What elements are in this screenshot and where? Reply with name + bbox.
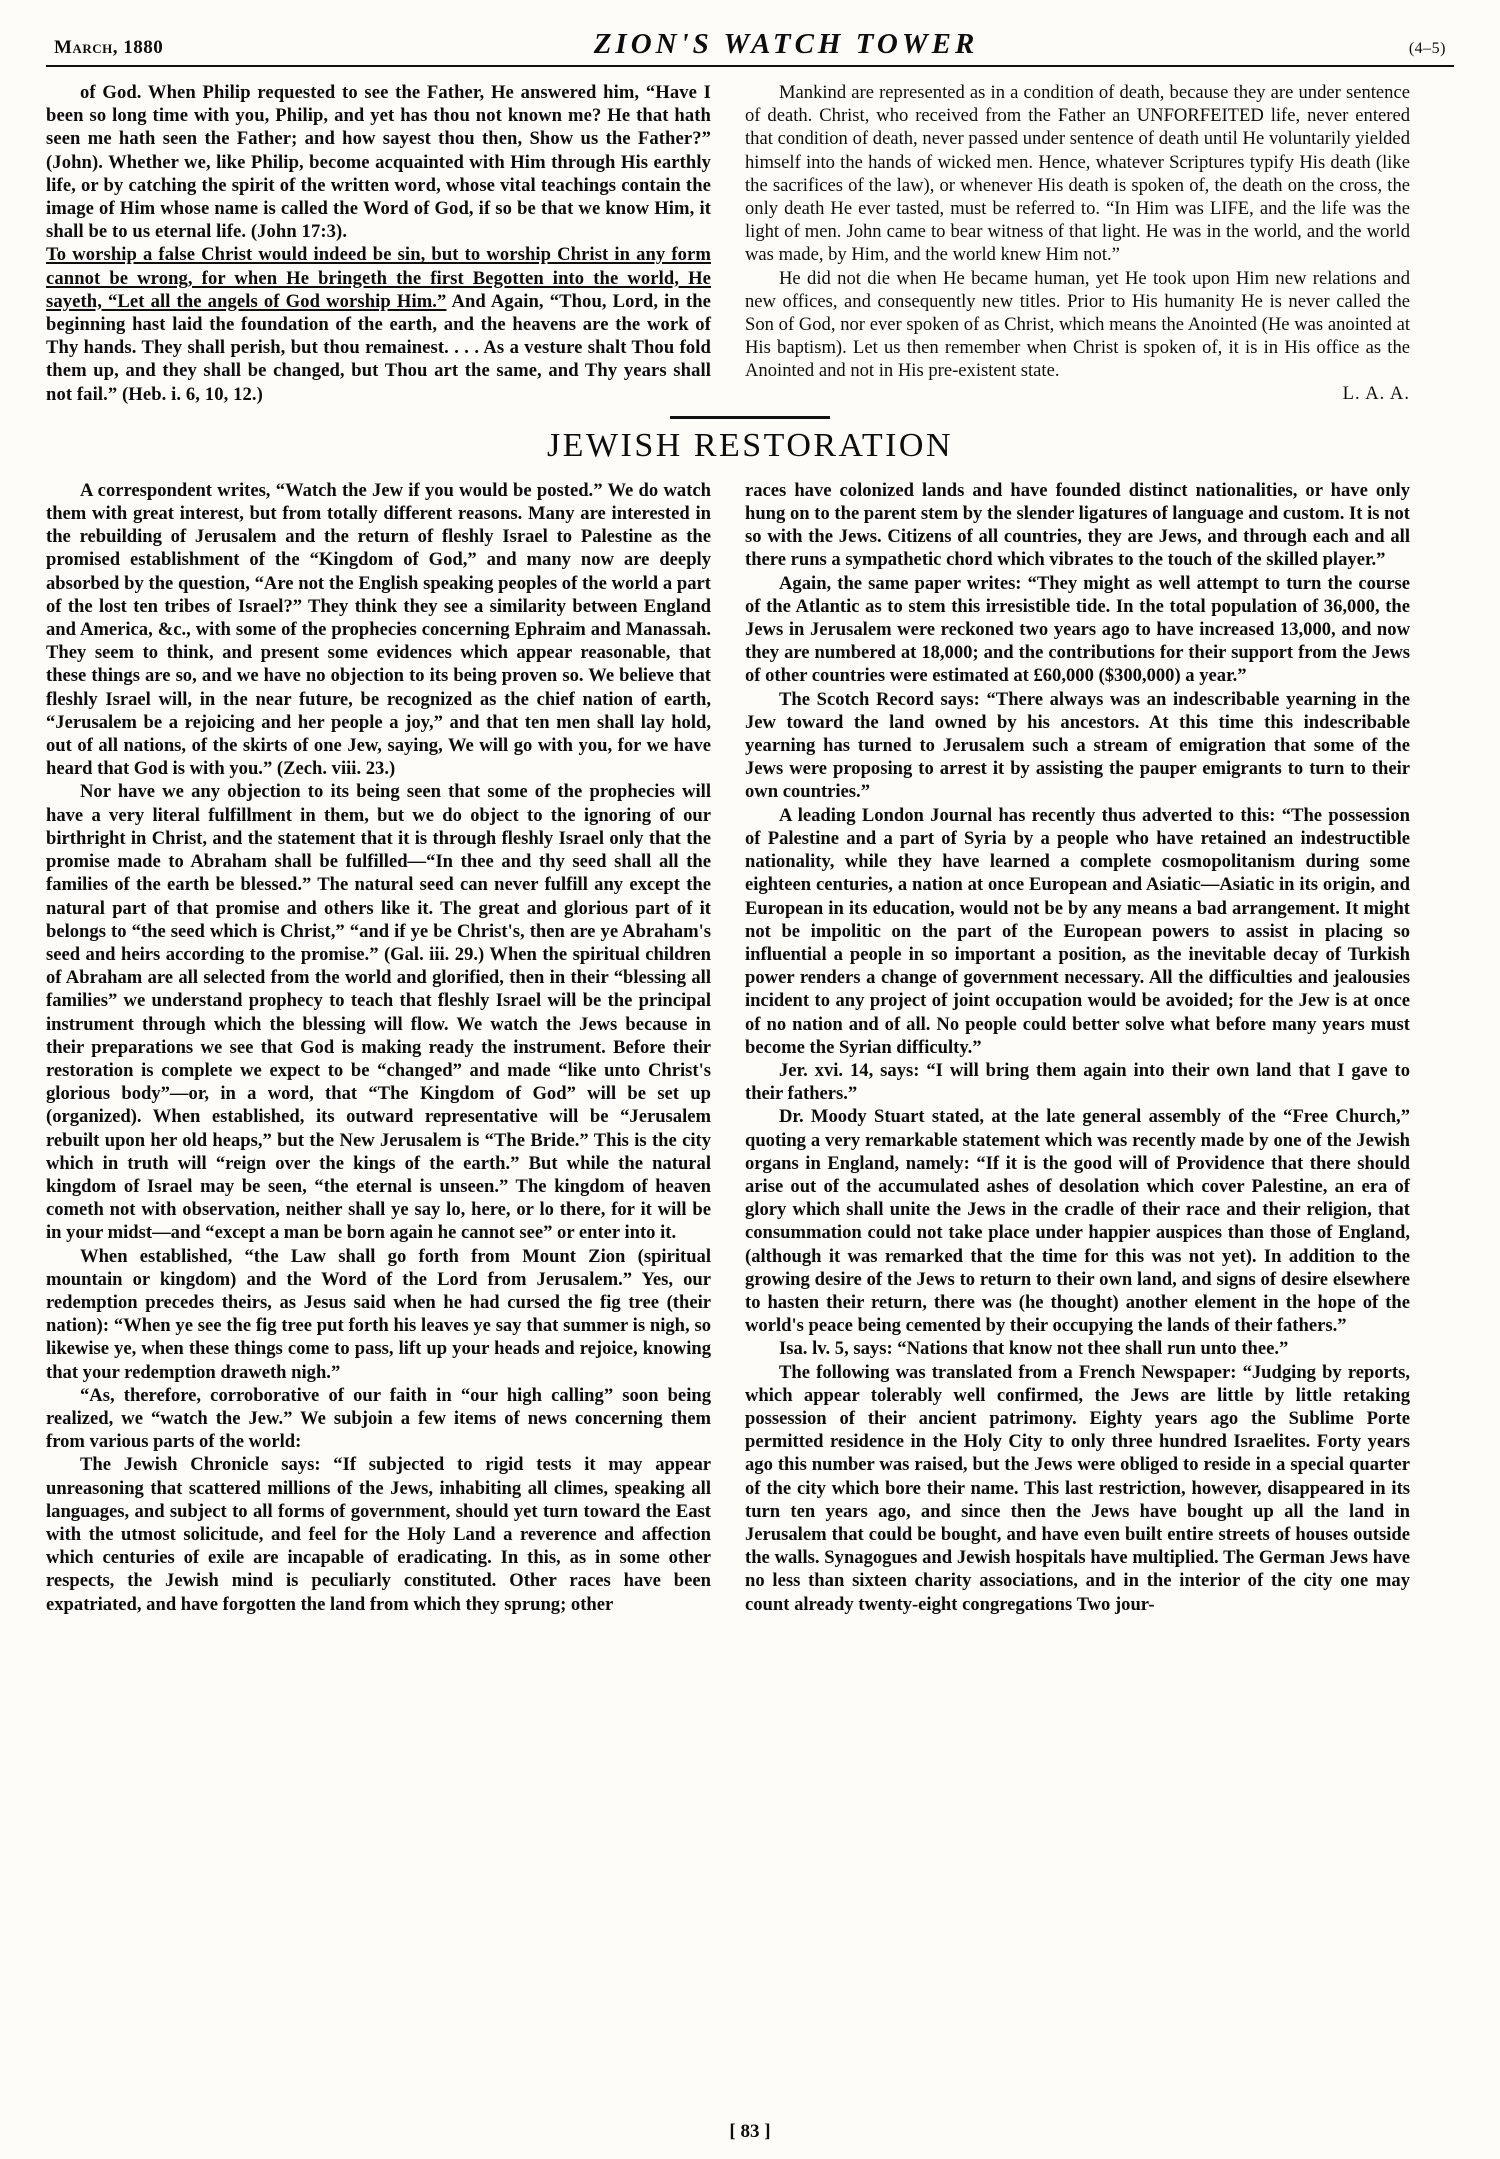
paragraph: The following was translated from a French Newspaper: “Judging by reports, which appear tolerably well confirmed, the Jews are little by little retaking possession of their ancient patrimony. Eighty years ago the Sublime Porte permitted residence in the Holy City to only three hundred Israelites. Forty years ago this number was raised, but the Jews were obliged to reside in a special quarter of the city which bore their name. This last restriction, however, disappeared in its turn ten years ago, and since then the Jews have bought up all the land in Jerusalem that could be bought, and have even built entire streets of houses outside the walls. Synagogues and Jewish hospitals have multiplied. The German Jews have no less than sixteen charity associations, and in the interior of the city one may count already twenty-eight congregations Two jour-: [745, 1361, 1410, 1615]
article-left-column: [46, 479, 711, 1616]
author-signature: L. A. A.: [1342, 382, 1410, 404]
running-head-date: March, 1880: [54, 37, 164, 58]
section-divider: [46, 416, 1454, 419]
top-right-column: [745, 81, 1410, 405]
underlined-passage: To worship a false Christ would indeed be sin, but to worship Christ in any form cannot be wrong, for when He bringeth the first Begotten into the world, He sayeth, “Let all the angels of God worship Him.”: [46, 244, 711, 312]
paragraph: The Jewish Chronicle says: “If subjected to rigid tests it may appear unreasoning that scattered millions of the Jews, inhabiting all climes, speaking all languages, and subject to all forms of government, should yet turn toward the East with the utmost solicitude, and feel for the Holy Land a reverence and affection which centuries of exile are incapable of eradicating. In this, as in some other respects, the Jewish mind is peculiarly constituted. Other races have been expatriated, and have forgotten the land from which they sprung; other: [46, 1454, 711, 1615]
top-columns: [46, 81, 1454, 406]
page-number: [ 83 ]: [729, 2121, 771, 2142]
paragraph-underlined: [46, 243, 711, 405]
paragraph: The Scotch Record says: “There always was an indescribable yearning in the Jew toward the land owned by his ancestors. At this time this indescribable yearning has turned to Jerusalem such a stream of emigration that some of the Jews were proposing to arrest it by assisting the pauper emigrants to turn to their own countries.”: [745, 688, 1410, 803]
article-columns: [46, 479, 1454, 1616]
paragraph: Mankind are represented as in a condition of death, because they are under sentence of death. Christ, who received from the Father an UNFORFEITED life, never entered that condition of death, never passed under sentence of death until He voluntarily yielded himself into the hands of wicked men. Hence, whatever Scriptures typify His death (like the sacrifices of the law), or whenever His death is spoken of, the death on the cross, the only death He ever tasted, must be referred to. “In Him was LIFE, and the life was the light of men. John came to bear witness of that light. He was in the world, and the world was made, by Him, and the world knew Him not.”: [745, 82, 1410, 266]
paragraph: Jer. xvi. 14, says: “I will bring them again into their own land that I gave to their fathers.”: [745, 1059, 1410, 1105]
paragraph: A leading London Journal has recently thus adverted to this: “The possession of Palestine and a part of Syria by a people who have retained an indestructible nationality, while they have learned a complete cosmopolitanism during some eighteen centuries, a nation at once European and Asiatic—Asiatic in its origin, and European in its education, would not be by any means a bad arrangement. It might not be impolitic on the part of the European powers to assist in placing so influential a people in so important a position, as the inevitable decay of Turkish power renders a change of government necessary. All the difficulties and jealousies incident to any project of joint occupation would be avoided; for the Jew is at once of no nation and of all. No people could better solve what before many years must become the Syrian difficulty.”: [745, 804, 1410, 1058]
article-right-column: [745, 479, 1410, 1616]
paragraph: races have colonized lands and have founded distinct nationalities, or have only hung on to the parent stem by the slender ligatures of language and custom. It is not so with the Jews. Citizens of all countries, they are Jews, and through each and all there runs a sympathetic chord which vibrates to the touch of the skilled player.”: [745, 479, 1410, 571]
divider-rule: [670, 416, 830, 419]
paragraph: Isa. lv. 5, says: “Nations that know not thee shall run unto thee.”: [779, 1338, 1289, 1360]
running-head: [46, 28, 1454, 67]
paragraph: of God. When Philip requested to see the Father, He answered him, “Have I been so long time with you, Philip, and yet has thou not known me? He that hath seen me hath seen the Father; and how sayest thou then, Show us the Father?” (John). Whether we, like Philip, become acquainted with Him through His earthly life, or by catching the spirit of the written word, whose vital teachings contain the image of Him whose name is called the Word of God, if so be that we know Him, it shall be to us eternal life. (John 17:3).: [46, 82, 711, 243]
paragraph: Again, the same paper writes: “They might as well attempt to turn the course of the Atlantic as to stem this irresistible tide. In the total population of 36,000, the Jews in Jerusalem were reckoned two years ago to have increased 13,000, and now they are numbered at 18,000; and the contributions for their support from the Jews of other countries were estimated at £60,000 ($300,000) a year.”: [745, 572, 1410, 687]
paragraph: Dr. Moody Stuart stated, at the late general assembly of the “Free Church,” quoting a very remarkable statement which was recently made by one of the Jewish organs in England, namely: “If it is the good will of Providence that there should arise out of the accumulated ashes of desolation which cover Palestine, an era of glory which shall unite the Jews in the cradle of their race and their religion, that consummation could not take place under happier auspices than those of England, (although it was remarked that the time for this was not yet). In addition to the growing desire of the Jews to return to their own land, and signs of desire elsewhere to hasten their return, there was (he thought) another element in the hope of the world's peace being cemented by their occupying the lands of their fathers.”: [745, 1106, 1410, 1337]
paragraph: He did not die when He became human, yet He took upon Him new relations and new offices, and consequently new titles. Prior to His humanity He is never called the Son of God, nor ever spoken of as Christ, which means the Anointed (He was anointed at His baptism). Let us then remember when Christ is spoken of, it is in His office as the Anointed and not in His pre-existent state.: [745, 267, 1410, 382]
paragraph: “As, therefore, corroborative of our faith in “our high calling” soon being realized, we “watch the Jew.” We subjoin a few items of news concerning them from various parts of the world:: [46, 1384, 711, 1453]
top-left-column: [46, 81, 711, 406]
paragraph: When established, “the Law shall go forth from Mount Zion (spiritual mountain or kingdom) and the Word of the Lord from Jerusalem.” Yes, our redemption precedes theirs, as Jesus said when he had cursed the fig tree (their nation): “When ye see the fig tree put forth his leaves ye say that summer is nigh, so likewise ye, when these things come to pass, lift up your heads and rejoice, knowing that your redemption draweth nigh.”: [46, 1245, 711, 1383]
page-reference: (4–5): [1408, 40, 1446, 57]
paragraph: A correspondent writes, “Watch the Jew if you would be posted.” We do watch them with great interest, but from totally different reasons. Many are interested in the rebuilding of Jerusalem and the return of fleshly Israel to Palestine as the promised establishment of the “Kingdom of God,” and many now are deeply absorbed by the question, “Are not the English speaking peoples of the world a part of the lost ten tribes of Israel?” They think they see a similarity between England and America, &c., with some of the prophecies concerning Ephraim and Manassah. They seem to think, and present some evidences which appear reasonable, that these things are so, and we have no objection to its being proven so. We believe that fleshly Israel will, in the near future, be recognized as the chief nation of earth, “Jerusalem be a rejoicing and her people a joy,” and that ten men shall lay hold, out of all nations, of the skirts of one Jew, saying, We will go with you, for we have heard that God is with you.” (Zech. viii. 23.): [46, 479, 711, 780]
publication-title: ZION'S WATCH TOWER: [593, 28, 979, 60]
article-title: JEWISH RESTORATION: [546, 426, 954, 464]
paragraph-continuation: And Again, “Thou, Lord, in the beginning hast laid the foundation of the earth, and the heavens are the work of Thy hands. They shall perish, but thou remainest. . . . As a vesture shalt Thou fold them up, and they shall be changed, but Thou art the same, and Thy years shall not fail.” (Heb. i. 6, 10, 12.): [46, 290, 711, 405]
paragraph: Nor have we any objection to its being seen that some of the prophecies will have a very literal fulfillment in them, but we do object to the ignoring of our birthright in Christ, and the statement that it is through fleshly Israel only that the promise made to Abraham shall be fulfilled—“In thee and thy seed shall all the families of the earth be blessed.” The natural seed can never fulfill any except the natural part of that promise and others like it. The great and glorious part of it belongs to “the seed which is Christ,” “and if ye be Christ's, then are ye Abraham's seed and heirs according to the promise.” (Gal. iii. 29.) When the spiritual children of Abraham are all selected from the world and glorified, then in their “blessing all families” we understand prophecy to teach that fleshly Israel will be the principal instrument through which the blessing will flow. We watch the Jews because in their preparations we see that God is making ready the instrument. Before their restoration is complete we expect to be “changed” and made “like unto Christ's glorious body”—or, in a word, that “The Kingdom of God” will be set up (organized). When established, its outward representative will be “Jerusalem rebuilt upon her old heaps,” but the New Jerusalem is “The Bride.” This is the city which in truth will “reign over the kings of the earth.” But while the natural kingdom of Israel may be seen, “the eternal is unseen.” The kingdom of heaven cometh not with observation, neither shall ye say lo, here, or lo there, for it will be in your midst—and “except a man be born again he cannot see” or enter into it.: [46, 781, 711, 1244]
